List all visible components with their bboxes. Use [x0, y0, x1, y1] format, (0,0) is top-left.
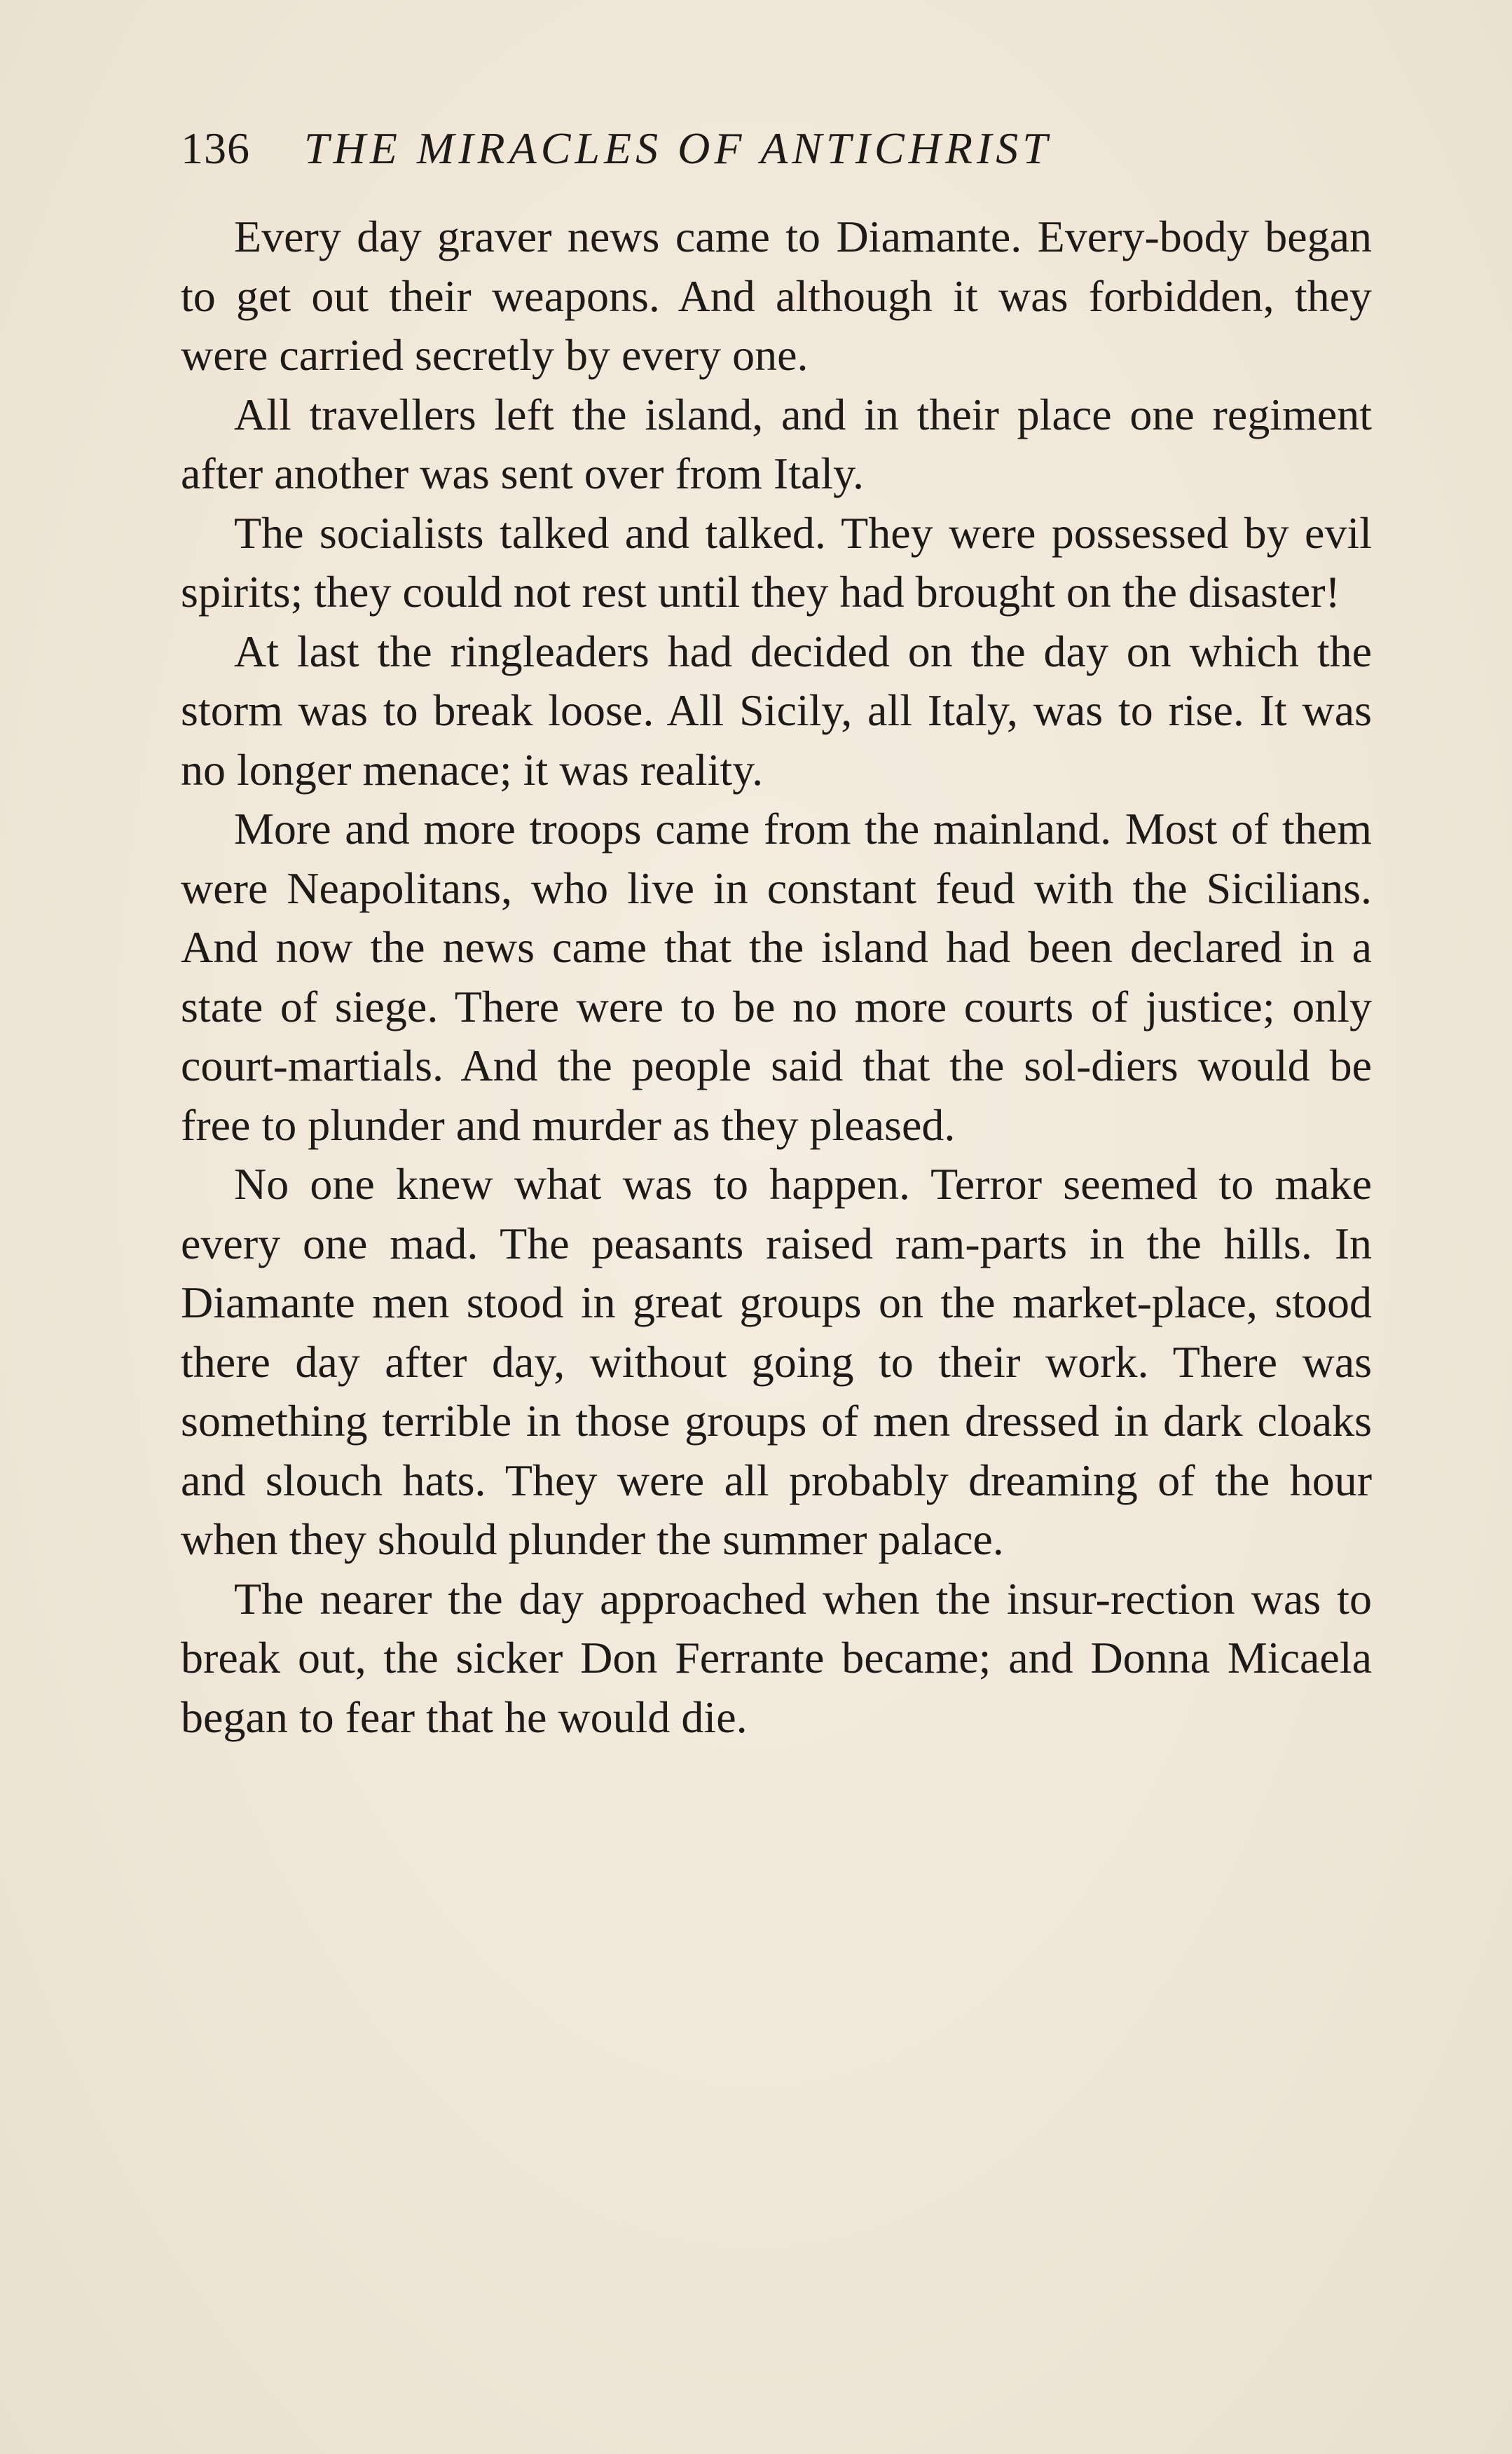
paragraph: All travellers left the island, and in their place one regiment after another was sent over from Italy. — [181, 389, 1372, 498]
paragraph: The socialists talked and talked. They were possessed by evil spirits; they could not rest until they had brought on the disaster! — [181, 507, 1372, 617]
page-header — [181, 114, 1386, 184]
paragraph: No one knew what was to happen. Terror seemed to make every one mad. The peasants raised ram-parts in the hills. In Diamante men stood in great groups on the market-place, stood there day after day, without going to their work. There was something terrible in those groups of men dressed in dark cloaks and slouch hats. They were all probably dreaming of the hour when they should plunder the summer palace. — [181, 1159, 1372, 1564]
running-title: THE MIRACLES OF ANTICHRIST — [304, 123, 1052, 173]
paragraph: At last the ringleaders had decided on the day on which the storm was to break loose. All Sicily, all Italy, was to rise. It was no longer menace; it was reality. — [181, 626, 1372, 795]
paragraph: More and more troops came from the mainland. Most of them were Neapolitans, who live in constant feud with the Sicilians. And now the news came that the island had been declared in a state of siege. There were to be no more courts of justice; only court-martials. And the people said that the sol-diers would be free to plunder and murder as they pleased. — [181, 804, 1372, 1150]
paragraph: Every day graver news came to Diamante. Every-body began to get out their weapons. And although it was forbidden, they were carried secretly by every one. — [181, 212, 1372, 380]
paragraph: The nearer the day approached when the insur-rection was to break out, the sicker Don Ferrante became; and Donna Micaela began to fear that he would die. — [181, 1573, 1372, 1742]
page-number: 136 — [181, 123, 250, 173]
body-text — [181, 207, 1372, 1747]
